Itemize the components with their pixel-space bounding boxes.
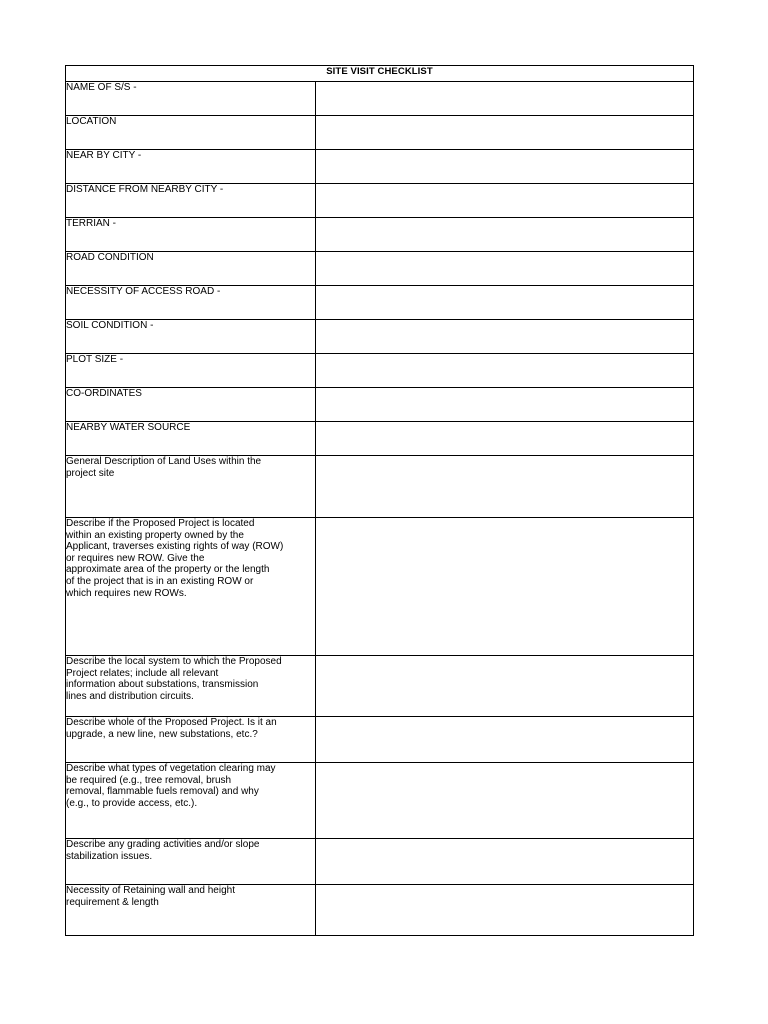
checklist-row <box>66 456 694 518</box>
row-value-distance-from-city[interactable] <box>316 184 694 218</box>
checklist-row <box>66 218 694 252</box>
site-visit-checklist-table <box>65 65 694 936</box>
title-row <box>66 66 694 82</box>
row-label-access-road: NECESSITY OF ACCESS ROAD - <box>66 286 316 320</box>
row-value-property-row[interactable] <box>316 518 694 656</box>
row-value-near-by-city[interactable] <box>316 150 694 184</box>
row-label-land-uses: General Description of Land Uses within the project site <box>66 456 316 518</box>
row-label-whole-project: Describe whole of the Proposed Project. Is it an upgrade, a new line, new substations, etc.? <box>66 717 316 763</box>
row-value-whole-project[interactable] <box>316 717 694 763</box>
checklist-row <box>66 150 694 184</box>
checklist-row <box>66 354 694 388</box>
row-label-vegetation-clearing: Describe what types of vegetation clearing may be required (e.g., tree removal, brush removal, flammable fuels removal) and why (e.g., to provide access, etc.). <box>66 763 316 839</box>
row-value-name-of-ss[interactable] <box>316 82 694 116</box>
row-value-access-road[interactable] <box>316 286 694 320</box>
row-value-location[interactable] <box>316 116 694 150</box>
row-label-coordinates: CO-ORDINATES <box>66 388 316 422</box>
row-label-distance-from-city: DISTANCE FROM NEARBY CITY - <box>66 184 316 218</box>
row-label-road-condition: ROAD CONDITION <box>66 252 316 286</box>
row-value-soil-condition[interactable] <box>316 320 694 354</box>
checklist-row <box>66 286 694 320</box>
row-value-coordinates[interactable] <box>316 388 694 422</box>
checklist-row <box>66 320 694 354</box>
row-value-vegetation-clearing[interactable] <box>316 763 694 839</box>
row-label-property-row: Describe if the Proposed Project is located within an existing property owned by the Applicant, traverses existing rights of way (ROW) or requires new ROW. Give the approximate area of the property or the length of the project that is in an existing ROW or which requires new ROWs. <box>66 518 316 656</box>
row-label-name-of-ss: NAME OF S/S - <box>66 82 316 116</box>
row-label-location: LOCATION <box>66 116 316 150</box>
checklist-row <box>66 885 694 936</box>
row-label-near-by-city: NEAR BY CITY - <box>66 150 316 184</box>
checklist-row <box>66 518 694 656</box>
row-label-water-source: NEARBY WATER SOURCE <box>66 422 316 456</box>
checklist-row <box>66 717 694 763</box>
row-value-retaining-wall[interactable] <box>316 885 694 936</box>
row-value-terrian[interactable] <box>316 218 694 252</box>
row-value-water-source[interactable] <box>316 422 694 456</box>
checklist-row <box>66 763 694 839</box>
row-value-road-condition[interactable] <box>316 252 694 286</box>
row-value-grading-activities[interactable] <box>316 839 694 885</box>
row-label-retaining-wall: Necessity of Retaining wall and height requirement & length <box>66 885 316 936</box>
row-label-terrian: TERRIAN - <box>66 218 316 252</box>
row-label-local-system: Describe the local system to which the Proposed Project relates; include all relevant information about substations, transmission lines and distribution circuits. <box>66 656 316 717</box>
row-value-plot-size[interactable] <box>316 354 694 388</box>
row-label-plot-size: PLOT SIZE - <box>66 354 316 388</box>
checklist-title: SITE VISIT CHECKLIST <box>66 66 694 82</box>
checklist-row <box>66 184 694 218</box>
checklist-row <box>66 252 694 286</box>
checklist-row <box>66 422 694 456</box>
checklist-row <box>66 656 694 717</box>
row-label-grading-activities: Describe any grading activities and/or slope stabilization issues. <box>66 839 316 885</box>
checklist-row <box>66 839 694 885</box>
checklist-row <box>66 82 694 116</box>
checklist-row <box>66 116 694 150</box>
row-value-land-uses[interactable] <box>316 456 694 518</box>
row-value-local-system[interactable] <box>316 656 694 717</box>
row-label-soil-condition: SOIL CONDITION - <box>66 320 316 354</box>
checklist-sheet <box>65 65 693 936</box>
checklist-row <box>66 388 694 422</box>
